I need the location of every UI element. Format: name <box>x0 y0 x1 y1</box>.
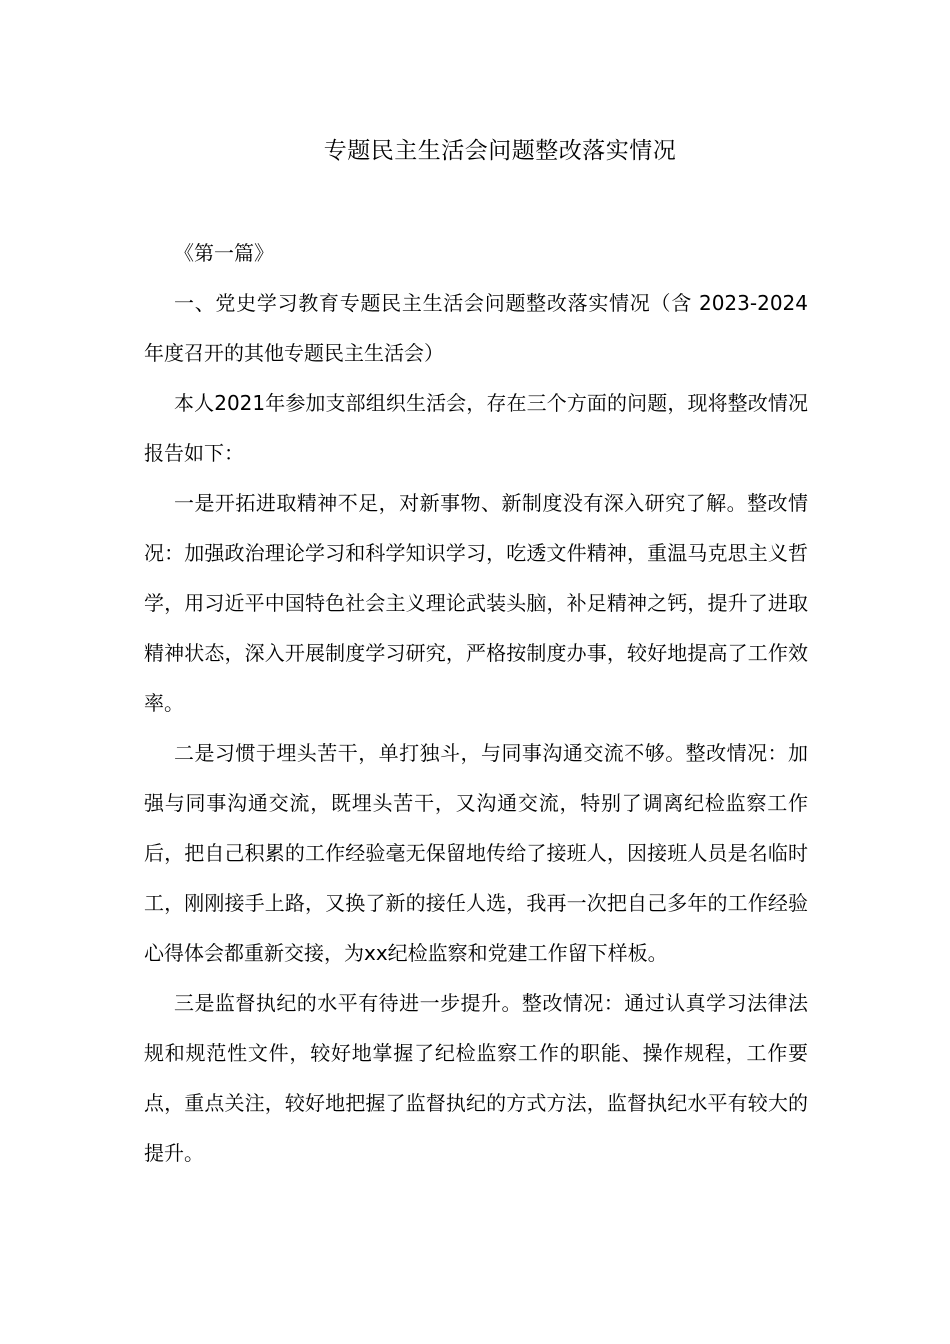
body-paragraph: 二是习惯于埋头苦干，单打独斗，与同事沟通交流不够。整改情况：加强与同事沟通交流，既埋头苦干，又沟通交流，特别了调离纪检监察工作后，把自己积累的工作经验毫无保留地传给了接班人，因接班人员是名临时工，刚刚接手上路，又换了新的接任人选，我再一次把自己多年的工作经验心得体会都重新交接，为xx纪检监察和党建工作留下样板。 <box>144 741 808 965</box>
section-heading: 一、党史学习教育专题民主生活会问题整改落实情况（含 2023-2024年度召开的其他专题民主生活会） <box>144 291 808 365</box>
document-body <box>144 228 808 1178</box>
page-title: 专题民主生活会问题整改落实情况 <box>323 138 677 164</box>
body-paragraph: 三是监督执纪的水平有待进一步提升。整改情况：通过认真学习法律法规和规范性文件，较好地掌握了纪检监察工作的职能、操作规程，工作要点，重点关注，较好地把握了监督执纪的方式方法，监督执纪水平有较大的提升。 <box>144 991 808 1165</box>
section-label: 《第一篇》 <box>174 241 274 265</box>
body-paragraph: 本人2021年参加支部组织生活会，存在三个方面的问题，现将整改情况报告如下： <box>144 391 808 465</box>
body-paragraph: 一是开拓进取精神不足，对新事物、新制度没有深入研究了解。整改情况：加强政治理论学习和科学知识学习，吃透文件精神，重温马克思主义哲学，用习近平中国特色社会主义理论武装头脑，补足精神之钙，提升了进取精神状态，深入开展制度学习研究，严格按制度办事，较好地提高了工作效率。 <box>144 491 808 715</box>
